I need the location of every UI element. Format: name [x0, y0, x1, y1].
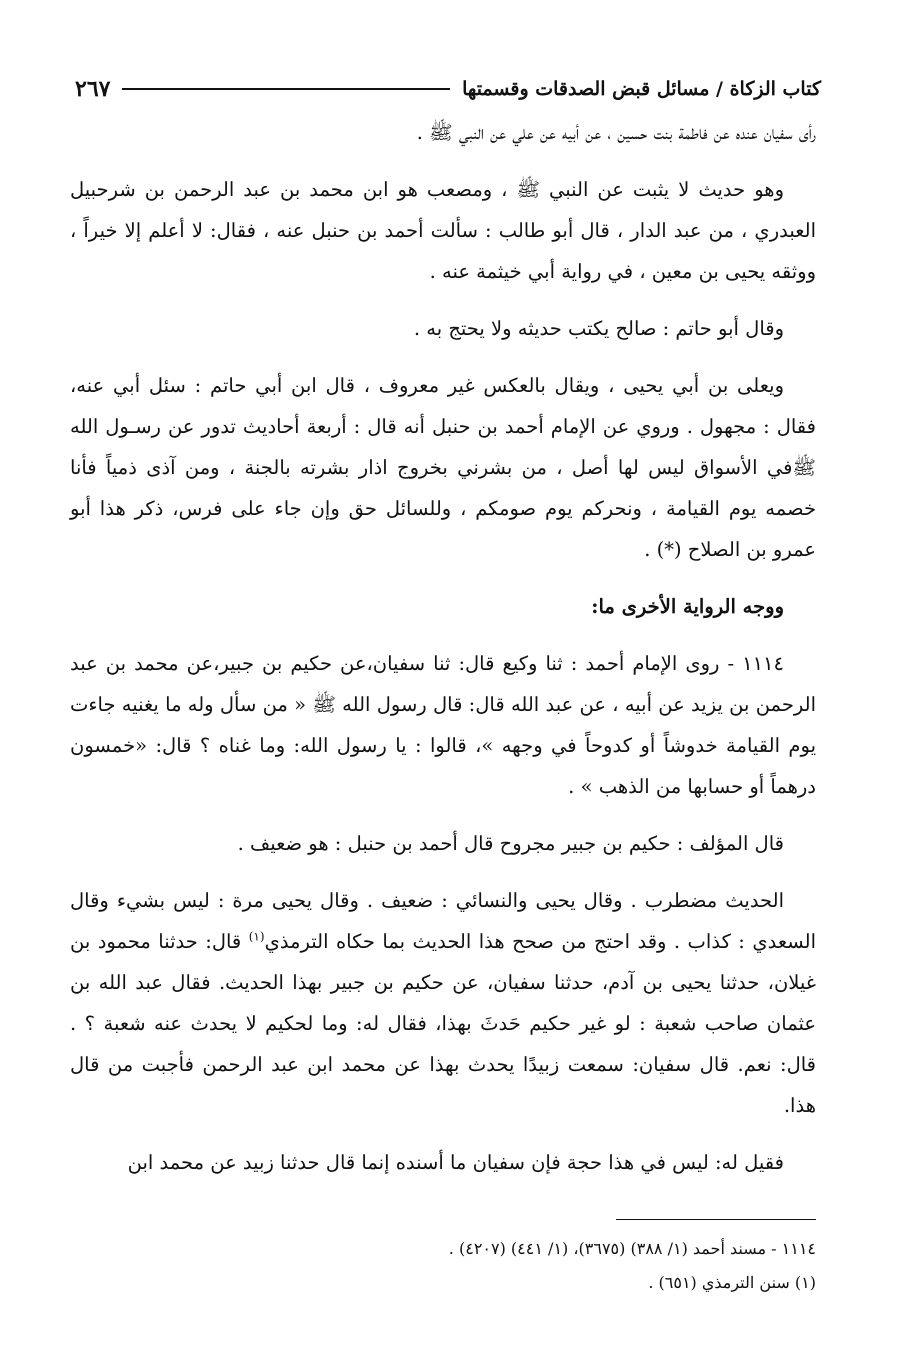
- footnotes: [70, 1232, 816, 1300]
- paragraph-2: وهو حديث لا يثبت عن النبي ﷺ ، ومصعب هو ابن محمد بن عبد الرحمن بن شرحبيل العبدري ، من عبد الدار ، قال أبو طالب : سألت أحمد بن حنبل عنه ، فقال: لا أعلم إلا خيراً ، ووثقه يحيى بن معين ، في رواية أبي خيثمة عنه .: [70, 178, 816, 283]
- author-comment: قال المؤلف : حكيم بن جبير مجروح قال أحمد بن حنبل : هو ضعيف .: [237, 832, 784, 855]
- paragraph-8-text: الحديث مضطرب . وقال يحيى والنسائي : ضعيف . وقال يحيى مرة : ليس بشيء وقال السعدي : كذاب . وقد احتج من صحح هذا الحديث بما حكاه الترمذي: [70, 889, 816, 953]
- header-rule: [122, 88, 450, 90]
- paragraph-3: وقال أبو حاتم : صالح يكتب حديثه ولا يحتج به .: [413, 317, 784, 340]
- paragraph-8-continuation: قال: حدثنا محمود بن غيلان، حدثنا يحيى بن آدم، حدثنا سفيان، عن حكيم بن جبير بهذا الحديث. فقال عبد الله بن عثمان صاحب شعبة : لو غير حكيم حَدثَ بهذا، فقال له: وما لحكيم لا يحدث عنه شعبة ؟ . قال: نعم. قال سفيان: سمعت زبيدًا يحدث بهذا عن محمد ابن عبد الرحمن فأجبت من قال هذا.: [70, 930, 816, 1117]
- paragraph-9: فقيل له: ليس في هذا حجة فإن سفيان ما أسنده إنما قال حدثنا زبيد عن محمد ابن: [127, 1151, 784, 1174]
- section-heading: ووجه الرواية الأخرى ما:: [591, 595, 784, 618]
- hadith-1114: ١١١٤ - روى الإمام أحمد : ثنا وكيع قال: ثنا سفيان،عن حكيم بن جبير،عن محمد بن عبد الرحمن بن يزيد عن أبيه ، عن عبد الله قال: قال رسول الله ﷺ « من سأل وله ما يغنيه جاءت يوم القيامة خدوشاً أو كدوحاً في وجهه »، قالوا : يا رسول الله: وما غناه ؟ قال: «خمسون درهماً أو حسابها من الذهب » .: [70, 652, 816, 798]
- paragraph-8: [70, 880, 816, 1126]
- main-text: [70, 112, 816, 1199]
- paragraph-4: ويعلى بن أبي يحيى ، ويقال بالعكس غير معروف ، قال ابن أبي حاتم : سئل أبي عنه، فقال : مجهول . وروي عن الإمام أحمد بن حنبل أنه قال : أربعة أحاديث تدور عن رسـول الله ﷺفي الأسواق ليس لها أصل ، من بشرني بخروج اذار بشرته بالجنة ، ومن آذى ذمياً فأنا خصمه يوم القيامة ، ونحركم يوم صومكم ، وللسائل حق وإن جاء على فرس، ذكر هذا أبو عمرو بن الصلاح (*) .: [70, 374, 816, 561]
- paragraph-1: رأى سفيان عنده عن فاطمة بنت حسين ، عن أبيه عن علي عن النبي ﷺ .: [416, 121, 816, 144]
- footnote-1: (١) سنن الترمذي (٦٥١) .: [648, 1273, 816, 1292]
- footnote-1114: ١١١٤ - مسند أحمد (١/ ٣٨٨) (٣٦٧٥)، (١/ ٤٤١) (٤٢٠٧) .: [448, 1239, 816, 1258]
- running-header: [75, 72, 821, 106]
- chapter-title: كتاب الزكاة / مسائل قبض الصدقات وقسمتها: [462, 78, 821, 100]
- page-number: ٢٦٧: [75, 76, 111, 102]
- footnote-rule: [616, 1219, 816, 1220]
- footnote-reference: (١): [248, 929, 265, 944]
